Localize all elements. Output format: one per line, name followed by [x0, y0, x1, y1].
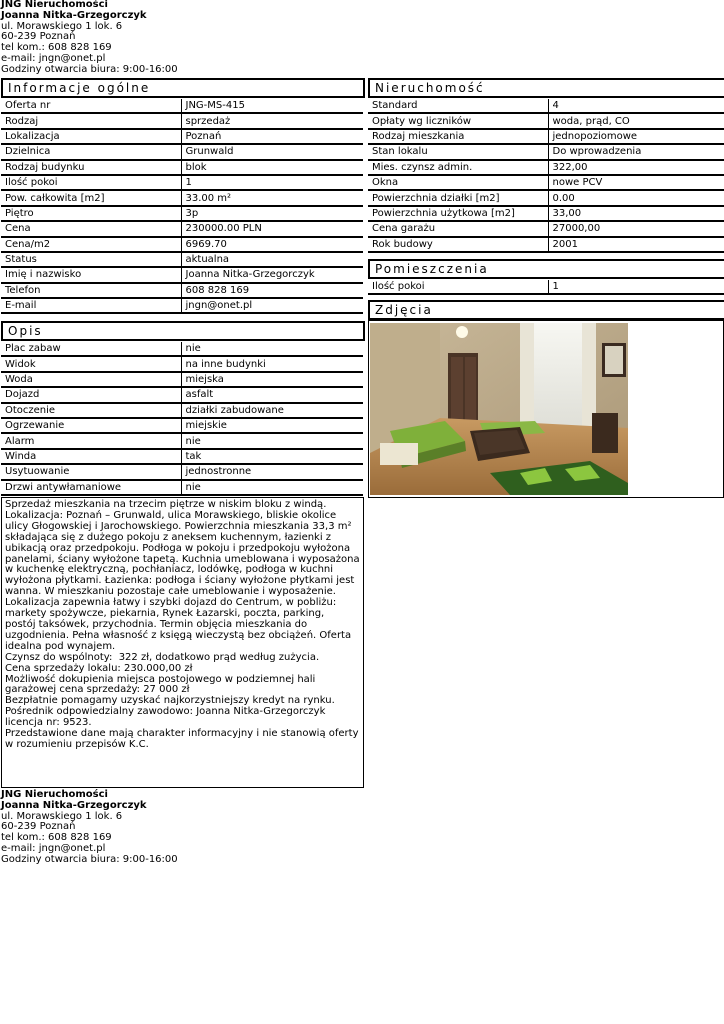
- photos-section-title: Zdjęcia: [369, 301, 724, 319]
- footer-agency-street: ul. Morawskiego 1 lok. 6: [1, 810, 123, 822]
- table-row: [1, 418, 363, 433]
- cell-label: Ogrzewanie: [1, 418, 181, 433]
- table-row: [368, 113, 724, 128]
- cell-value: asfalt: [181, 387, 363, 402]
- agency-street: ul. Morawskiego 1 lok. 6: [1, 20, 123, 32]
- table-row: [368, 175, 724, 190]
- table-row: [1, 221, 363, 236]
- cell-label: Powierzchnia działki [m2]: [368, 190, 548, 205]
- property-table: [368, 99, 724, 253]
- cell-label: Okna: [368, 175, 548, 190]
- cell-value: Do wprowadzenia: [548, 144, 724, 159]
- table-row: [1, 190, 363, 205]
- cell-label: Cena/m2: [1, 237, 181, 252]
- cell-value: 27000,00: [548, 221, 724, 236]
- table-row: [368, 99, 724, 113]
- cell-label: Rodzaj mieszkania: [368, 129, 548, 144]
- cell-label: Standard: [368, 99, 548, 113]
- cell-value: miejskie: [181, 418, 363, 433]
- room-photo-illustration: [370, 323, 628, 495]
- cell-value: 6969.70: [181, 237, 363, 252]
- table-row: [1, 356, 363, 371]
- cell-value: Poznań: [181, 129, 363, 144]
- cell-value: JNG-MS-415: [181, 99, 363, 113]
- cell-label: Cena garażu: [368, 221, 548, 236]
- description-text-box: [1, 497, 364, 788]
- rooms-table: [368, 280, 724, 295]
- cell-value: blok: [181, 160, 363, 175]
- cell-value: 4: [548, 99, 724, 113]
- table-row: [1, 387, 363, 402]
- cell-label: Rodzaj: [1, 113, 181, 128]
- table-row: [1, 480, 363, 495]
- footer-agency-hours: Godziny otwarcia biura: 9:00-16:00: [1, 853, 178, 865]
- table-row: [1, 160, 363, 175]
- table-row: [368, 190, 724, 205]
- cell-label: Alarm: [1, 433, 181, 448]
- cell-label: Usytuowanie: [1, 464, 181, 479]
- agency-header: [1, 0, 178, 76]
- cell-label: Cena: [1, 221, 181, 236]
- cell-value: nie: [181, 342, 363, 356]
- agent-name: Joanna Nitka-Grzegorczyk: [1, 9, 147, 21]
- cell-value: 2001: [548, 237, 724, 252]
- table-row: [368, 280, 724, 294]
- cell-value: 33.00 m²: [181, 190, 363, 205]
- cell-label: Rok budowy: [368, 237, 548, 252]
- description-text: Sprzedaż mieszkania na trzecim piętrze w niskim bloku z windą. Lokalizacja: Poznań – Grunwald, ulica Morawskiego, bliskie okolice ulicy Głogowskiej i Jarochowskiego. Powierzchnia mieszkania 33,3 m² składająca się z dużego pokoju z aneksem kuchennym, łazienki z ubikacją oraz przedpokoju. Podłoga w pokoju i przedpokoju wyłożona panelami, ściany wyłożone tapetą. Kuchnia umeblowana i wyposażona w kuchenkę elektryczną, pochłaniacz, lodówkę, podłoga w kuchni wyłożona płytkami. Łazienka: podłoga i ściany wyłożone płytkami jest wanna. W mieszkaniu pozostaje całe umeblowanie i wyposażenie. Lokalizacja zapewnia łatwy i szybki dojazd do Centrum, w pobliżu: markety spożywcze, piekarnia, Rynek Łazarski, poczta, parking, postój taksówek, przychodnia. Termin objęcia mieszkania do uzgodnienia. Pełna własność z księgą wieczystą bez obciążeń. Oferta idealna pod wynajem. Czynsz do wspólnoty: 322 zł, dodatkowo prąd według zużycia. Cena sprzedaży lokalu: 230.000,00 zł Możliwość dokupienia miejsca postojowego w podziemnej hali garażowej cena sprzedaży: 27 000 zł Bezpłatnie pomagamy uzyskać najkorzystniejszy kredyt na rynku. Pośrednik odpowiedzialny zawodowo: Joanna Nitka-Grzegorczyk licencja nr: 9523. Przedstawione dane mają charakter informacyjny i nie stanowią oferty w rozumieniu przepisów K.C.: [5, 499, 360, 750]
- general-section-title: Informacje ogólne: [2, 79, 364, 97]
- cell-value: 1: [548, 280, 724, 294]
- cell-label: Oferta nr: [1, 99, 181, 113]
- footer-agency-city: 60-239 Poznań: [1, 821, 76, 833]
- cell-value: 33,00: [548, 206, 724, 221]
- footer-agency-email: e-mail: jngn@onet.pl: [1, 842, 106, 854]
- cell-label: Mies. czynsz admin.: [368, 160, 548, 175]
- cell-label: Pow. całkowita [m2]: [1, 190, 181, 205]
- cell-label: Stan lokalu: [368, 144, 548, 159]
- cell-label: Rodzaj budynku: [1, 160, 181, 175]
- cell-value: miejska: [181, 372, 363, 387]
- table-row: [368, 221, 724, 236]
- cell-label: Woda: [1, 372, 181, 387]
- cell-label: Drzwi antywłamaniowe: [1, 480, 181, 495]
- table-row: [1, 129, 363, 144]
- cell-value: działki zabudowane: [181, 403, 363, 418]
- table-row: [368, 144, 724, 159]
- table-row: [368, 129, 724, 144]
- cell-label: Ilość pokoi: [1, 175, 181, 190]
- agency-hours: Godziny otwarcia biura: 9:00-16:00: [1, 63, 178, 75]
- cell-value: nie: [181, 480, 363, 495]
- table-row: [1, 99, 363, 113]
- cell-label: E-mail: [1, 298, 181, 313]
- table-row: [368, 160, 724, 175]
- cell-label: Plac zabaw: [1, 342, 181, 356]
- cell-value: Joanna Nitka-Grzegorczyk: [181, 267, 363, 282]
- cell-label: Dojazd: [1, 387, 181, 402]
- cell-label: Telefon: [1, 283, 181, 298]
- table-row: [1, 283, 363, 298]
- footer-agency-name: JNG Nieruchomości: [1, 789, 108, 800]
- table-row: [1, 449, 363, 464]
- description-attributes-table: [1, 342, 363, 496]
- agency-name: JNG Nieruchomości: [1, 0, 108, 10]
- table-row: [1, 206, 363, 221]
- table-row: [368, 237, 724, 252]
- cell-value: 0.00: [548, 190, 724, 205]
- cell-value: aktualna: [181, 252, 363, 267]
- agency-footer: [1, 790, 178, 866]
- cell-value: Grunwald: [181, 144, 363, 159]
- footer-agency-phone: tel kom.: 608 828 169: [1, 832, 112, 844]
- cell-label: Opłaty wg liczników: [368, 113, 548, 128]
- cell-label: Lokalizacja: [1, 129, 181, 144]
- agency-city: 60-239 Poznań: [1, 31, 76, 43]
- cell-label: Dzielnica: [1, 144, 181, 159]
- table-row: [1, 403, 363, 418]
- agency-email: e-mail: jngn@onet.pl: [1, 52, 106, 64]
- cell-label: Piętro: [1, 206, 181, 221]
- description-section-title: Opis: [2, 322, 364, 340]
- cell-label: Powierzchnia użytkowa [m2]: [368, 206, 548, 221]
- cell-label: Otoczenie: [1, 403, 181, 418]
- cell-value: tak: [181, 449, 363, 464]
- cell-label: Winda: [1, 449, 181, 464]
- footer-agent-name: Joanna Nitka-Grzegorczyk: [1, 799, 147, 811]
- rooms-section-title: Pomieszczenia: [369, 260, 724, 278]
- table-row: [1, 144, 363, 159]
- table-row: [1, 464, 363, 479]
- cell-label: Ilość pokoi: [368, 280, 548, 294]
- cell-value: 1: [181, 175, 363, 190]
- apartment-photo[interactable]: [370, 323, 628, 495]
- cell-label: Widok: [1, 356, 181, 371]
- cell-label: Status: [1, 252, 181, 267]
- cell-value: 322,00: [548, 160, 724, 175]
- general-info-table: [1, 99, 363, 314]
- table-row: [1, 237, 363, 252]
- table-row: [1, 433, 363, 448]
- cell-value: jednostronne: [181, 464, 363, 479]
- cell-value: jednopoziomowe: [548, 129, 724, 144]
- cell-value: 3p: [181, 206, 363, 221]
- table-row: [1, 372, 363, 387]
- cell-value: 230000.00 PLN: [181, 221, 363, 236]
- cell-value: nie: [181, 433, 363, 448]
- table-row: [368, 206, 724, 221]
- table-row: [1, 113, 363, 128]
- cell-value: 608 828 169: [181, 283, 363, 298]
- table-row: [1, 267, 363, 282]
- cell-value: nowe PCV: [548, 175, 724, 190]
- cell-value: jngn@onet.pl: [181, 298, 363, 313]
- table-row: [1, 342, 363, 356]
- property-section-title: Nieruchomość: [369, 79, 724, 97]
- cell-label: Imię i nazwisko: [1, 267, 181, 282]
- table-row: [1, 252, 363, 267]
- table-row: [1, 175, 363, 190]
- table-row: [1, 298, 363, 313]
- cell-value: sprzedaż: [181, 113, 363, 128]
- cell-value: na inne budynki: [181, 356, 363, 371]
- cell-value: woda, prąd, CO: [548, 113, 724, 128]
- agency-phone: tel kom.: 608 828 169: [1, 42, 112, 54]
